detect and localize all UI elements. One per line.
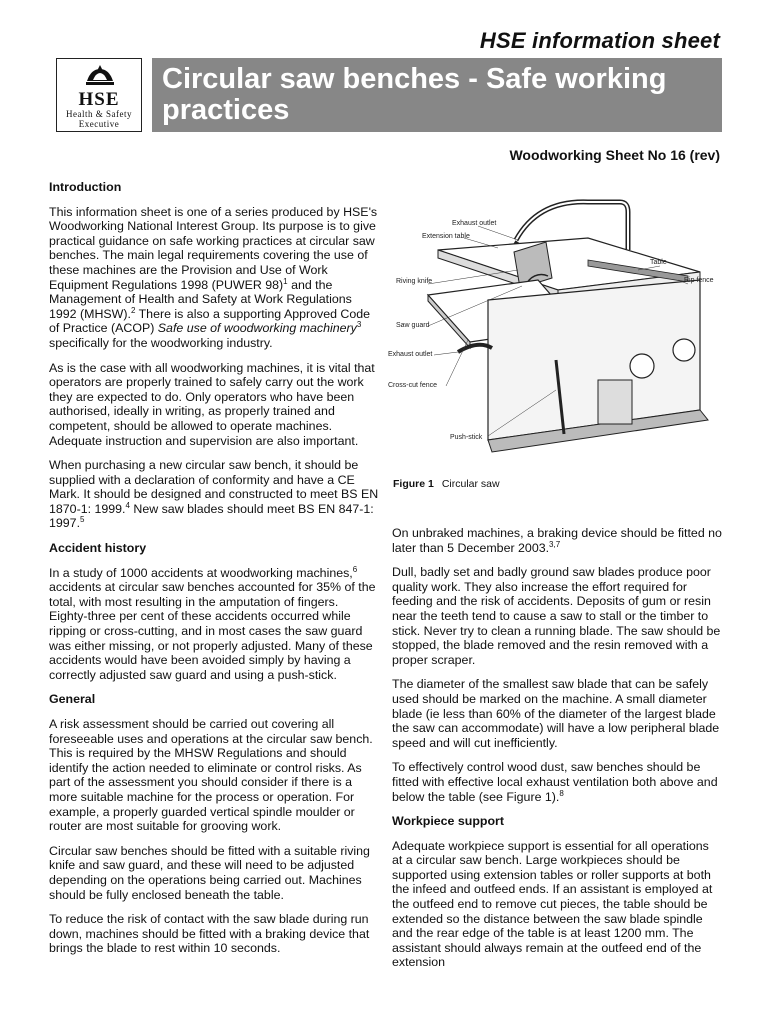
label-rip-fence: Rip fence xyxy=(684,277,714,284)
intro-paragraph-3: When purchasing a new circular saw bench, it should be supplied with a declaration of conformity and have a CE Mark. It should be designed and constructed to meet BS EN 1870-1: 1999.$^4$ New saw blades should meet BS EN 847-1: 1997.$^5$ xyxy=(49,458,379,531)
logo-name-line2: Executive xyxy=(78,119,120,129)
label-push-stick: Push-stick xyxy=(450,434,483,441)
sheet-number: Woodworking Sheet No 16 (rev) xyxy=(509,147,720,163)
label-exhaust-outlet-top: Exhaust outlet xyxy=(452,220,497,227)
series-title: HSE information sheet xyxy=(479,28,720,53)
label-riving-knife: Riving knife xyxy=(396,278,433,285)
intro-paragraph-2: As is the case with all woodworking machines, it is vital that operators are properly trained to safely carry out the work they are expected to do. Only operators who have been authorised, ideally in writing, as properly trained and competent, should be allowed to operate machines. Adequate instruction and supervision are also important. xyxy=(49,360,375,448)
general-paragraph-1: A risk assessment should be carried out covering all foreseeable uses and operations at the circular saw bench. This is required by the MHSW Regulations and should identify the action needed to eliminate or control risks. As part of the assessment you should consider if there is a more suitable machine for the process or operation. For example, a properly guarded vertical spindle moulder or router are most suitable for grooving work. xyxy=(49,717,373,834)
blades-paragraph: Dull, badly set and badly ground saw blades produce poor quality work. They also increase the effort required for feeding and the risk of accidents. Deposits of gum or resin near the teeth tend to cause a saw to stall or the timber to stick. Never try to clean a running blade. The saw should be stopped, the blade removed and the resin removed with a proper scraper. xyxy=(392,565,721,667)
figure-caption-text: Circular saw xyxy=(441,478,500,490)
diameter-paragraph: The diameter of the smallest saw blade that can be safely used should be marked on the machine. A small diameter blade (ie less than 60% of the diameter of the largest blade the saw can accommodate) will have a low peripheral blade speed and will cut inefficiently. xyxy=(392,677,720,750)
circular-saw-figure xyxy=(388,190,722,470)
workpiece-paragraph: Adequate workpiece support is essential for all operations at a circular saw bench. Large workpieces should be supported using extension tables or roller supports at both the infeed and outfeed ends. If an assistant is employed at the outfeed end to remove cut pieces, the table should be extended so the distance between the saw blade spindle and the rear edge of the table is at least 1200 mm. The assistant should always remain at the outfeed end of the extension xyxy=(392,838,713,970)
label-saw-guard: Saw guard xyxy=(396,322,430,329)
workpiece-heading: Workpiece support xyxy=(392,814,504,829)
accident-heading: Accident history xyxy=(49,541,147,556)
general-paragraph-3: To reduce the risk of contact with the saw blade during run down, machines should be fitted with a braking device that brings the blade to rest within 10 seconds. xyxy=(49,912,370,956)
dust-paragraph: To effectively control wood dust, saw benches should be fitted with effective local exhaust ventilation both above and below the table (see Figure 1).$^8$ xyxy=(392,760,718,804)
label-cross-cut-fence: Cross-cut fence xyxy=(388,382,438,389)
intro-paragraph-1: This information sheet is one of a series produced by HSE's Woodworking National Interest Group. Its purpose is to give practical guidance on safe working practices at circular saw benches. The main legal requirements covering the use of these machines are the Provision and Use of Work Equipment Regulations 1998 (PUWER 98)$^1$ and the Management of Health and Safety at Work Regulations 1992 (MHSW).$^2$ There is also a supporting Approved Code of Practice (ACOP) Safe use of woodworking machinery$^3$ specifically for the woodworking industry. xyxy=(49,204,378,350)
intro-heading: Introduction xyxy=(49,180,122,194)
page-title: Circular saw benches - Safe working practices xyxy=(162,63,667,126)
handwheel-icon xyxy=(630,354,654,378)
label-extension-table: Extension table xyxy=(422,233,470,240)
left-column xyxy=(49,180,379,966)
right-column xyxy=(392,526,722,980)
logo-name-line1: Health & Safety xyxy=(66,109,132,119)
label-exhaust-outlet: Exhaust outlet xyxy=(388,351,433,358)
braking-paragraph: On unbraked machines, a braking device should be fitted no later than 5 December 2003.$^{3,7}$ xyxy=(392,526,722,555)
title-banner xyxy=(152,58,722,132)
accident-paragraph: In a study of 1000 accidents at woodworking machines,$^6$ accidents at circular saw benches accounted for 35% of the total, with most resulting in the amputation of fingers. Eighty-three per cent of these accidents occurred while ripping or cross-cutting, and in most cases the saw guard was either missing, or not properly adjusted. Many of these accidents would have been avoided simply by having a correctly adjusted saw guard and using a push-stick. xyxy=(49,564,376,682)
label-table: Table xyxy=(650,259,667,266)
crown-emblem-icon xyxy=(81,63,119,91)
handwheel-icon xyxy=(673,339,695,361)
figure-number: Figure 1 xyxy=(393,478,434,490)
logo-abbrev: HSE xyxy=(78,89,120,110)
figure-caption xyxy=(393,478,500,490)
general-heading: General xyxy=(49,692,96,707)
control-box-icon xyxy=(598,380,632,424)
general-paragraph-2: Circular saw benches should be fitted with a suitable riving knife and saw guard, and these will need to be adjusted depending on the operations being carried out. Machines should be fully enclosed beneath the table. xyxy=(49,843,370,902)
hse-logo xyxy=(56,58,142,132)
